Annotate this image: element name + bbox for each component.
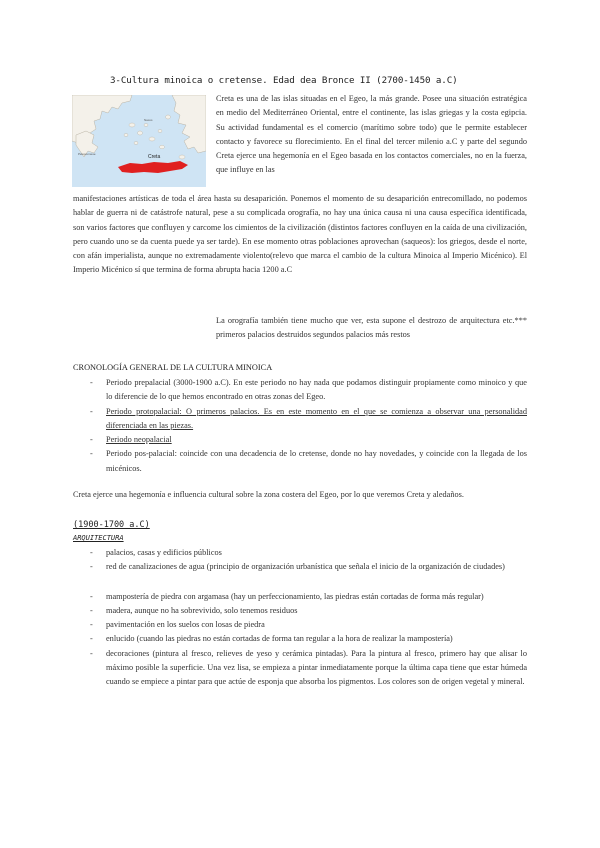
list-item (73, 405, 527, 434)
arquitectura-list (73, 546, 527, 690)
list-item (73, 590, 527, 604)
list-dash: - (90, 648, 93, 658)
list-item (73, 376, 527, 405)
list-item-text: madera, aunque no ha sobrevivido, solo tenemos residuos (106, 605, 298, 615)
crete-map-image (72, 95, 206, 187)
list-item (73, 433, 527, 447)
list-item-text: Periodo pos-palacial: coincide con una decadencia de lo cretense, donde no hay novedades, y coincide con la llegada de los micénicos. (106, 449, 527, 473)
cronologia-list (73, 376, 527, 476)
list-item (73, 647, 527, 690)
list-item (73, 632, 527, 646)
list-item-text: palacios, casas y edificios públicos (106, 548, 222, 557)
spacer (73, 575, 527, 590)
list-item-text: decoraciones (pintura al fresco, relieves de yeso y cerámica pintadas). Para la pintura al fresco, primero hay que alisar lo máximo posible la superficie. Una vez lisa, se empieza a pintar inmediatamente porque la última capa tiene que estar húmeda cuando se empiece a pintar para que actúe de esponja que absorba los pigmentos. Los colores son de origen vegetal y mineral. (106, 648, 527, 687)
list-item (73, 560, 527, 574)
list-dash: - (90, 620, 93, 630)
page-title: 3-Cultura minoica o cretense. Edad dea Bronce II (2700-1450 a.C) (110, 75, 458, 86)
list-dash: - (90, 435, 93, 445)
list-item (73, 618, 527, 632)
list-item (73, 604, 527, 618)
list-item-text: pavimentación en los suelos con losas de piedra (106, 620, 265, 630)
list-item-text: mampostería de piedra con argamasa (hay un perfeccionamiento, las piedras están cortadas de forma más regular) (106, 591, 484, 601)
list-dash: - (90, 634, 93, 644)
list-dash: - (90, 548, 93, 557)
note-paragraph: La orografía también tiene mucho que ver, esta supone el destrozo de arquitectura etc.*** primeros palacios destruidos segundos palacios más restos (216, 316, 527, 340)
list-dash: - (90, 449, 93, 459)
closing-paragraph: Creta ejerce una hegemonía e influencia cultural sobre la zona costera del Egeo, por lo que veremos Creta y aledaños. (73, 490, 464, 499)
list-dash: - (90, 562, 93, 572)
intro-paragraph-continued: manifestaciones artísticas de toda el área hasta su desaparición. Ponemos el momento de su desaparición entrecomillado, no podemos hablar de guerra ni de catástrofe natural, pese a su complicada orografía, no hay una única causa ni una causa específica identificada, son varios factores que confluyen y carcome los cimientos de la civilización (distintos factores confluyen en la caída de una civilización, pero cuando uno se da cuenta puede ya ser tarde). En ese momento otras poblaciones aprovechan (saqueos): los griegos, desde el norte, con afán imperialista, aunque no extremadamente violento(relevo que marca el cambio de la cultura Minoica al Imperio Micénico). El Imperio Micénico sí que termina de forma abrupta hacia 1200 a.C (73, 194, 527, 275)
list-dash: - (90, 605, 93, 615)
period-title: (1900-1700 a.C) (73, 520, 150, 530)
list-item (73, 447, 527, 476)
list-dash: - (90, 378, 93, 387)
map-label-island: Naxos (144, 118, 153, 122)
list-item-text: Periodo neopalacial (106, 435, 172, 445)
list-item-text: Periodo protopalacial: O primeros palacios. Es en este momento en el que se comienza a observar una personalidad diferenciada en las piezas. (106, 406, 527, 430)
map-label-crete: Creta (148, 154, 161, 160)
list-item-text: enlucido (cuando las piedras no están cortadas de forma tan regular a la hora de realizar la mampostería) (106, 634, 453, 644)
list-dash: - (90, 591, 93, 601)
intro-paragraph-side: Creta es una de las islas situadas en el Egeo, la más grande. Posee una situación estratégica en medio del Mediterráneo Oriental, entre el continente, las islas griegas y la costa egipcia. Su actividad fundamental es el comercio (marítimo sobre todo) que le permite establecer contacto y favorece su florecimiento. En el final del tercer milenio a.C y parte del segundo Creta ejerce una hegemonía en el Egeo basada en los contactos comerciales, no en la fuerza, que influye en las (216, 94, 527, 175)
list-dash: - (90, 406, 93, 416)
list-item (73, 546, 527, 560)
map-label-peloponnese: Peloponnese (78, 152, 96, 156)
period-subtitle: ARQUITECTURA (73, 534, 124, 542)
list-item-text: Periodo prepalacial (3000-1900 a.C). En este periodo no hay nada que podamos distinguir propiamente como minoico y que lo diferencie de lo que hemos encontrado en otras zonas del Egeo. (106, 378, 527, 402)
list-item-text: red de canalizaciones de agua (principio de organización urbanística que señala el inicio de la organización de ciudades) (106, 562, 505, 572)
cronologia-heading: CRONOLOGÍA GENERAL DE LA CULTURA MINOICA (73, 363, 273, 372)
